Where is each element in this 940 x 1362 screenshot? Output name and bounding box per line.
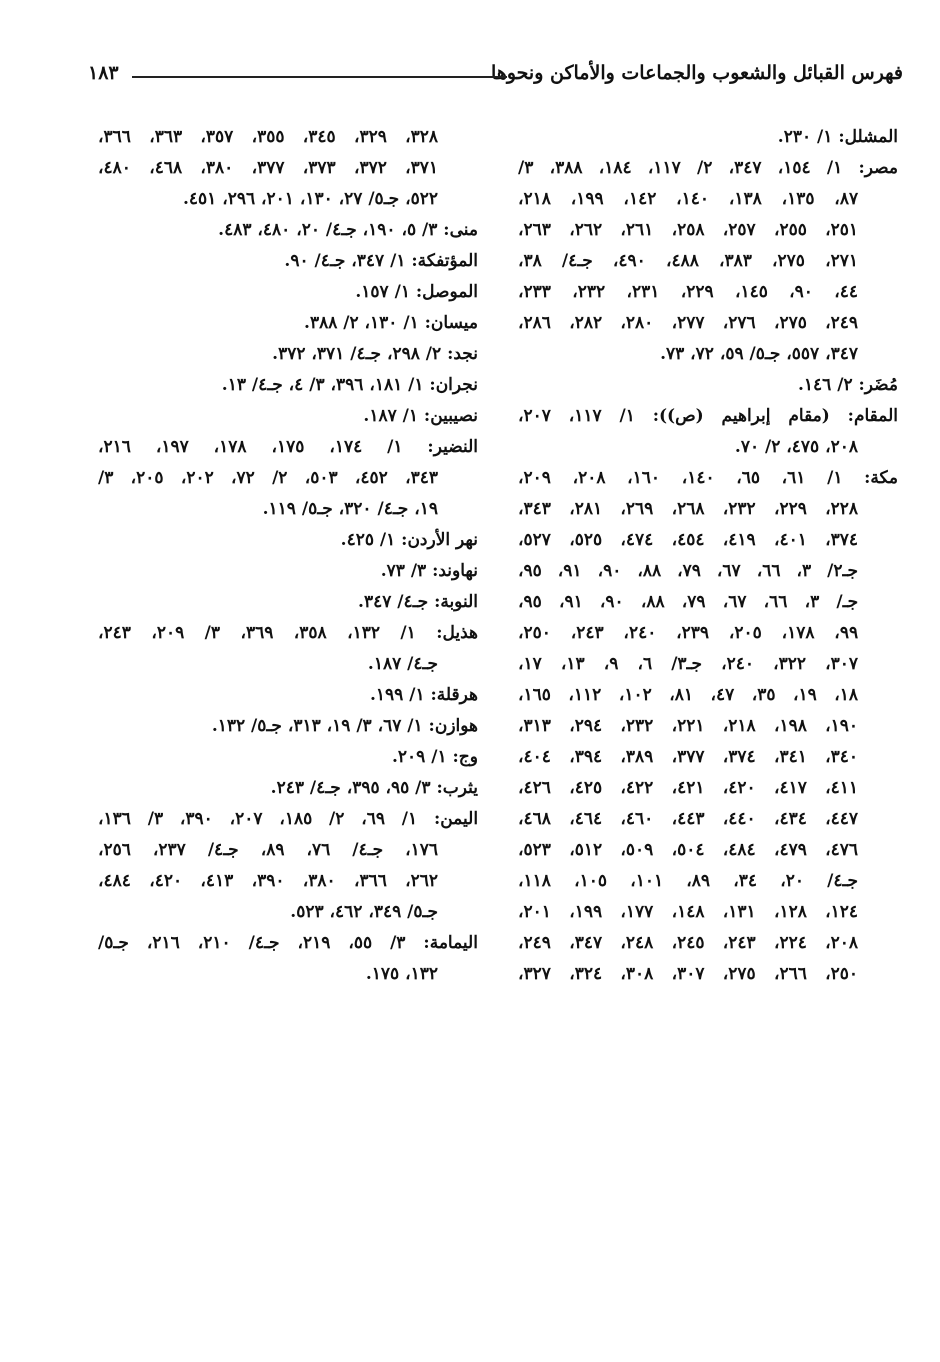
index-entry-continuation: ٨٧، ١٣٥، ١٣٨، ١٤٠، ١٤٢، ١٩٩، ٢١٨،: [518, 189, 859, 209]
left-column: [98, 122, 478, 990]
index-entry-continuation: ٢٠٨، ٢٢٤، ٢٤٣، ٢٤٥، ٢٤٨، ٣٤٧، ٢٤٩،: [518, 933, 859, 953]
index-entry: نهاوند: ٣/ ٧٣.: [380, 561, 478, 581]
index-entry-continuation: جـ٢/ ٣، ٦٦، ٦٧، ٧٩، ٨٨، ٩٠، ٩١، ٩٥،: [518, 561, 858, 581]
index-entry-continuation: ٢٠٨، ٤٧٥، ٢/ ٧٠.: [734, 437, 858, 457]
index-entry-continuation: ١٢٤، ١٢٨، ١٣١، ١٤٨، ١٧٧، ١٩٩، ٢٠١،: [518, 902, 859, 922]
index-entry: مكة: ١/ ٦١، ٦٥، ١٤٠، ١٦٠، ٢٠٨، ٢٠٩،: [518, 468, 899, 488]
index-entry: نهر الأردن: ١/ ٤٢٥.: [340, 530, 478, 550]
index-entry-continuation: ٢٥٠، ٢٦٦، ٢٧٥، ٣٠٧، ٣٠٨، ٣٢٤، ٣٢٧،: [518, 964, 859, 984]
index-entry-continuation: ٣٢٨، ٣٢٩، ٣٤٥، ٣٥٥، ٣٥٧، ٣٦٣، ٣٦٦،: [98, 127, 439, 147]
index-entry: نجد: ٢/ ٢٩٨، جـ٤/ ٣٧١، ٣٧٢.: [272, 344, 478, 364]
index-entry: مُضَر: ٢/ ١٤٦.: [797, 375, 898, 395]
index-entry: المشلل: ١/ ٢٣٠.: [777, 127, 898, 147]
index-entry-continuation: ٤١١، ٤١٧، ٤٢٠، ٤٢١، ٤٢٢، ٤٢٥، ٤٢٦،: [518, 778, 859, 798]
index-entry: المؤتفكة: ١/ ٣٤٧، جـ٤/ ٩٠.: [284, 251, 478, 271]
index-entry: هوازن: ١/ ٦٧، ٣/ ١٩، ٣١٣، جـ٥/ ١٣٢.: [211, 716, 478, 736]
index-entry-continuation: جـ/ ٣، ٦٦، ٦٧، ٧٩، ٨٨، ٩٠، ٩١، ٩٥،: [518, 592, 859, 612]
index-entry: اليمامة: ٣/ ٥٥، ٢١٩، جـ٤/ ٢١٠، ٢١٦، جـ٥/: [98, 933, 478, 953]
index-entry-continuation: ٢٢٨، ٢٢٩، ٢٣٢، ٢٦٨، ٢٦٩، ٢٨١، ٣٤٣،: [518, 499, 859, 519]
header-rule: [132, 76, 507, 78]
index-entry-continuation: ١٨، ١٩، ٣٥، ٤٧، ٨١، ١٠٢، ١١٢، ١٦٥،: [518, 685, 859, 705]
index-entry: اليمن: ١/ ٦٩، ٢/ ١٨٥، ٢٠٧، ٣٩٠، ٣/ ١٣٦،: [98, 809, 479, 829]
index-entry-continuation: ١٩٠، ١٩٨، ٢١٨، ٢٢١، ٢٣٢، ٢٩٤، ٣١٣،: [518, 716, 859, 736]
index-entry: يثرب: ٣/ ٩٥، ٣٩٥، جـ٤/ ٢٤٣.: [270, 778, 478, 798]
index-entry-continuation: ٢٥١، ٢٥٥، ٢٥٧، ٢٥٨، ٢٦١، ٢٦٢، ٢٦٣،: [518, 220, 859, 240]
index-entry: منى: ٣/ ٥، ١٩٠، جـ٤/ ٢٠، ٤٨٠، ٤٨٣.: [218, 220, 478, 240]
index-entry: النضير: ١/ ١٧٤، ١٧٥، ١٧٨، ١٩٧، ٢١٦،: [98, 437, 478, 457]
index-entry: وج: ١/ ٢٠٩.: [392, 747, 478, 767]
index-entry-continuation: ٣٤٧، ٥٥٧، جـ٥/ ٥٩، ٧٢، ٧٣.: [660, 344, 858, 364]
index-entry-continuation: ٤٤٧، ٤٣٤، ٤٤٠، ٤٤٣، ٤٦٠، ٤٦٤، ٤٦٨،: [518, 809, 859, 829]
index-entry: ميسان: ١/ ١٣٠، ٢/ ٣٨٨.: [304, 313, 478, 333]
index-entry-continuation: ٣٧٤، ٤٠١، ٤١٩، ٤٥٤، ٤٧٤، ٥٢٥، ٥٢٧،: [518, 530, 859, 550]
index-entry-continuation: ٢٧١، ٢٧٥، ٣٨٣، ٤٨٨، ٤٩٠، جـ٤/ ٣٨،: [518, 251, 858, 271]
index-entry: هذيل: ١/ ١٣٢، ٣٥٨، ٣٦٩، ٣/ ٢٠٩، ٢٤٣،: [98, 623, 478, 643]
index-entry: مصر: ١/ ١٥٤، ٣٤٧، ٢/ ١١٧، ١٨٤، ٣٨٨، ٣/: [518, 158, 898, 178]
running-header: [88, 62, 903, 98]
index-entry-continuation: ٥٢٢، جـ٥/ ٢٧، ١٣٠، ٢٠١، ٢٩٦، ٤٥١.: [182, 189, 438, 209]
index-entry: الموصل: ١/ ١٥٧.: [355, 282, 478, 302]
right-column: [518, 122, 898, 990]
index-entry-continuation: ٤٧٦، ٤٧٩، ٤٨٤، ٥٠٤، ٥٠٩، ٥١٢، ٥٢٣،: [518, 840, 859, 860]
index-entry-continuation: ٢٦٢، ٣٦٦، ٣٨٠، ٣٩٠، ٤١٣، ٤٢٠، ٤٨٤،: [98, 871, 439, 891]
index-entry: نصيبين: ١/ ١٨٧.: [363, 406, 478, 426]
index-entry-continuation: ٣٤٠، ٣٤١، ٣٧٤، ٣٧٧، ٣٨٩، ٣٩٤، ٤٠٤،: [518, 747, 859, 767]
index-entry: هرقلة: ١/ ١٩٩.: [369, 685, 478, 705]
index-entry-continuation: ١٧٦، جـ٤/ ٧٦، ٨٩، جـ٤/ ٢٣٧، ٢٥٦،: [98, 840, 438, 860]
index-entry: المقام: (مقام إبراهيم (ص)): ١/ ١١٧، ٢٠٧،: [518, 406, 898, 426]
header-title: فهرس القبائل والشعوب والجماعات والأماكن ونحوها: [491, 62, 903, 84]
index-entry-continuation: ٢٤٩، ٢٧٥، ٢٧٦، ٢٧٧، ٢٨٠، ٢٨٢، ٢٨٦،: [518, 313, 859, 333]
index-entry-continuation: جـ٤/ ١٨٧.: [367, 654, 438, 674]
page-number: ١٨٣: [88, 62, 119, 84]
index-entry-continuation: ٤٤، ٩٠، ١٤٥، ٢٢٩، ٢٣١، ٢٣٢، ٢٣٣،: [518, 282, 859, 302]
index-entry-continuation: جـ٥/ ٣٤٩، ٤٦٢، ٥٢٣.: [290, 902, 438, 922]
index-entry-continuation: ٣٤٣، ٤٥٢، ٥٠٣، ٢/ ٧٢، ٢٠٢، ٢٠٥، ٣/: [98, 468, 438, 488]
index-entry-continuation: ١٩، جـ٤/ ٣٢٠، جـ٥/ ١١٩.: [262, 499, 438, 519]
index-entry-continuation: ٣٧١، ٣٧٢، ٣٧٣، ٣٧٧، ٣٨٠، ٤٦٨، ٤٨٠،: [98, 158, 439, 178]
index-entry-continuation: جـ٤/ ٢٠، ٣٤، ٨٩، ١٠١، ١٠٥، ١١٨،: [518, 871, 858, 891]
index-entry-continuation: ٩٩، ١٧٨، ٢٠٥، ٢٣٩، ٢٤٠، ٢٤٣، ٢٥٠،: [518, 623, 859, 643]
index-entry-continuation: ١٣٢، ١٧٥.: [365, 964, 438, 984]
index-entry: نجران: ١/ ١٨١، ٣٩٦، ٣/ ٤، جـ٤/ ١٣.: [221, 375, 478, 395]
index-entry: النوبة: جـ٤/ ٣٤٧.: [358, 592, 478, 612]
index-entry-continuation: ٣٠٧، ٣٢٢، ٢٤٠، جـ٣/ ٦، ٩، ١٣، ١٧،: [518, 654, 859, 674]
